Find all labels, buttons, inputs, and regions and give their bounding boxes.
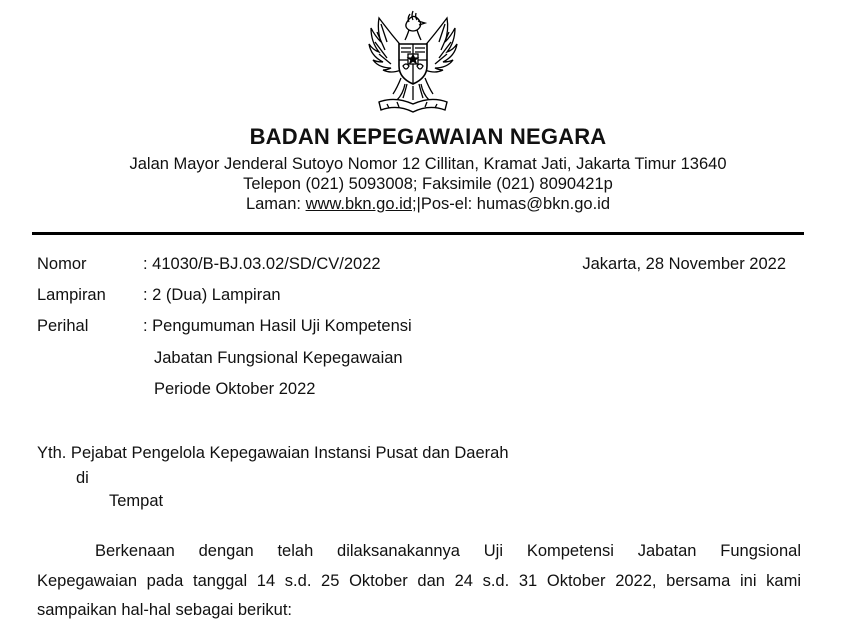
org-phone-fax: Telepon (021) 5093008; Faksimile (021) 8090421p <box>243 175 613 193</box>
website-link[interactable]: www.bkn.go.id <box>305 195 412 213</box>
recipient-line-3: Tempat <box>109 492 164 510</box>
email-text: ;|Pos-el: humas@bkn.go.id <box>411 195 611 213</box>
org-web-email <box>0 194 856 214</box>
recipient-line-1: Yth. Pejabat Pengelola Kepegawaian Instansi Pusat dan Daerah <box>37 444 509 462</box>
perihal-label: Perihal <box>37 317 89 335</box>
recipient-line-2: di <box>76 469 89 487</box>
org-address: Jalan Mayor Jenderal Sutoyo Nomor 12 Cillitan, Kramat Jati, Jakarta Timur 13640 <box>129 155 727 173</box>
body-line-1: Berkenaan dengan telah dilaksanakannya Uji Kompetensi Jabatan Fungsional <box>95 542 801 560</box>
lampiran-value: : 2 (Dua) Lampiran <box>143 286 281 304</box>
web-label: Laman: <box>245 195 306 213</box>
garuda-emblem-icon <box>357 8 469 120</box>
perihal-line-1: : Pengumuman Hasil Uji Kompetensi <box>143 317 412 335</box>
lampiran-label: Lampiran <box>37 286 106 304</box>
perihal-line-3: Periode Oktober 2022 <box>154 380 316 398</box>
header-divider <box>32 232 804 235</box>
nomor-value: : 41030/B-BJ.03.02/SD/CV/2022 <box>143 255 381 273</box>
org-name: BADAN KEPEGAWAIAN NEGARA <box>249 124 607 149</box>
perihal-line-2: Jabatan Fungsional Kepegawaian <box>154 349 403 367</box>
letter-date: Jakarta, 28 November 2022 <box>582 255 786 273</box>
nomor-label: Nomor <box>37 255 87 273</box>
body-line-3: sampaikan hal-hal sebagai berikut: <box>37 601 292 619</box>
body-line-2: Kepegawaian pada tanggal 14 s.d. 25 Oktober dan 24 s.d. 31 Oktober 2022, bersama ini kami <box>37 572 801 590</box>
